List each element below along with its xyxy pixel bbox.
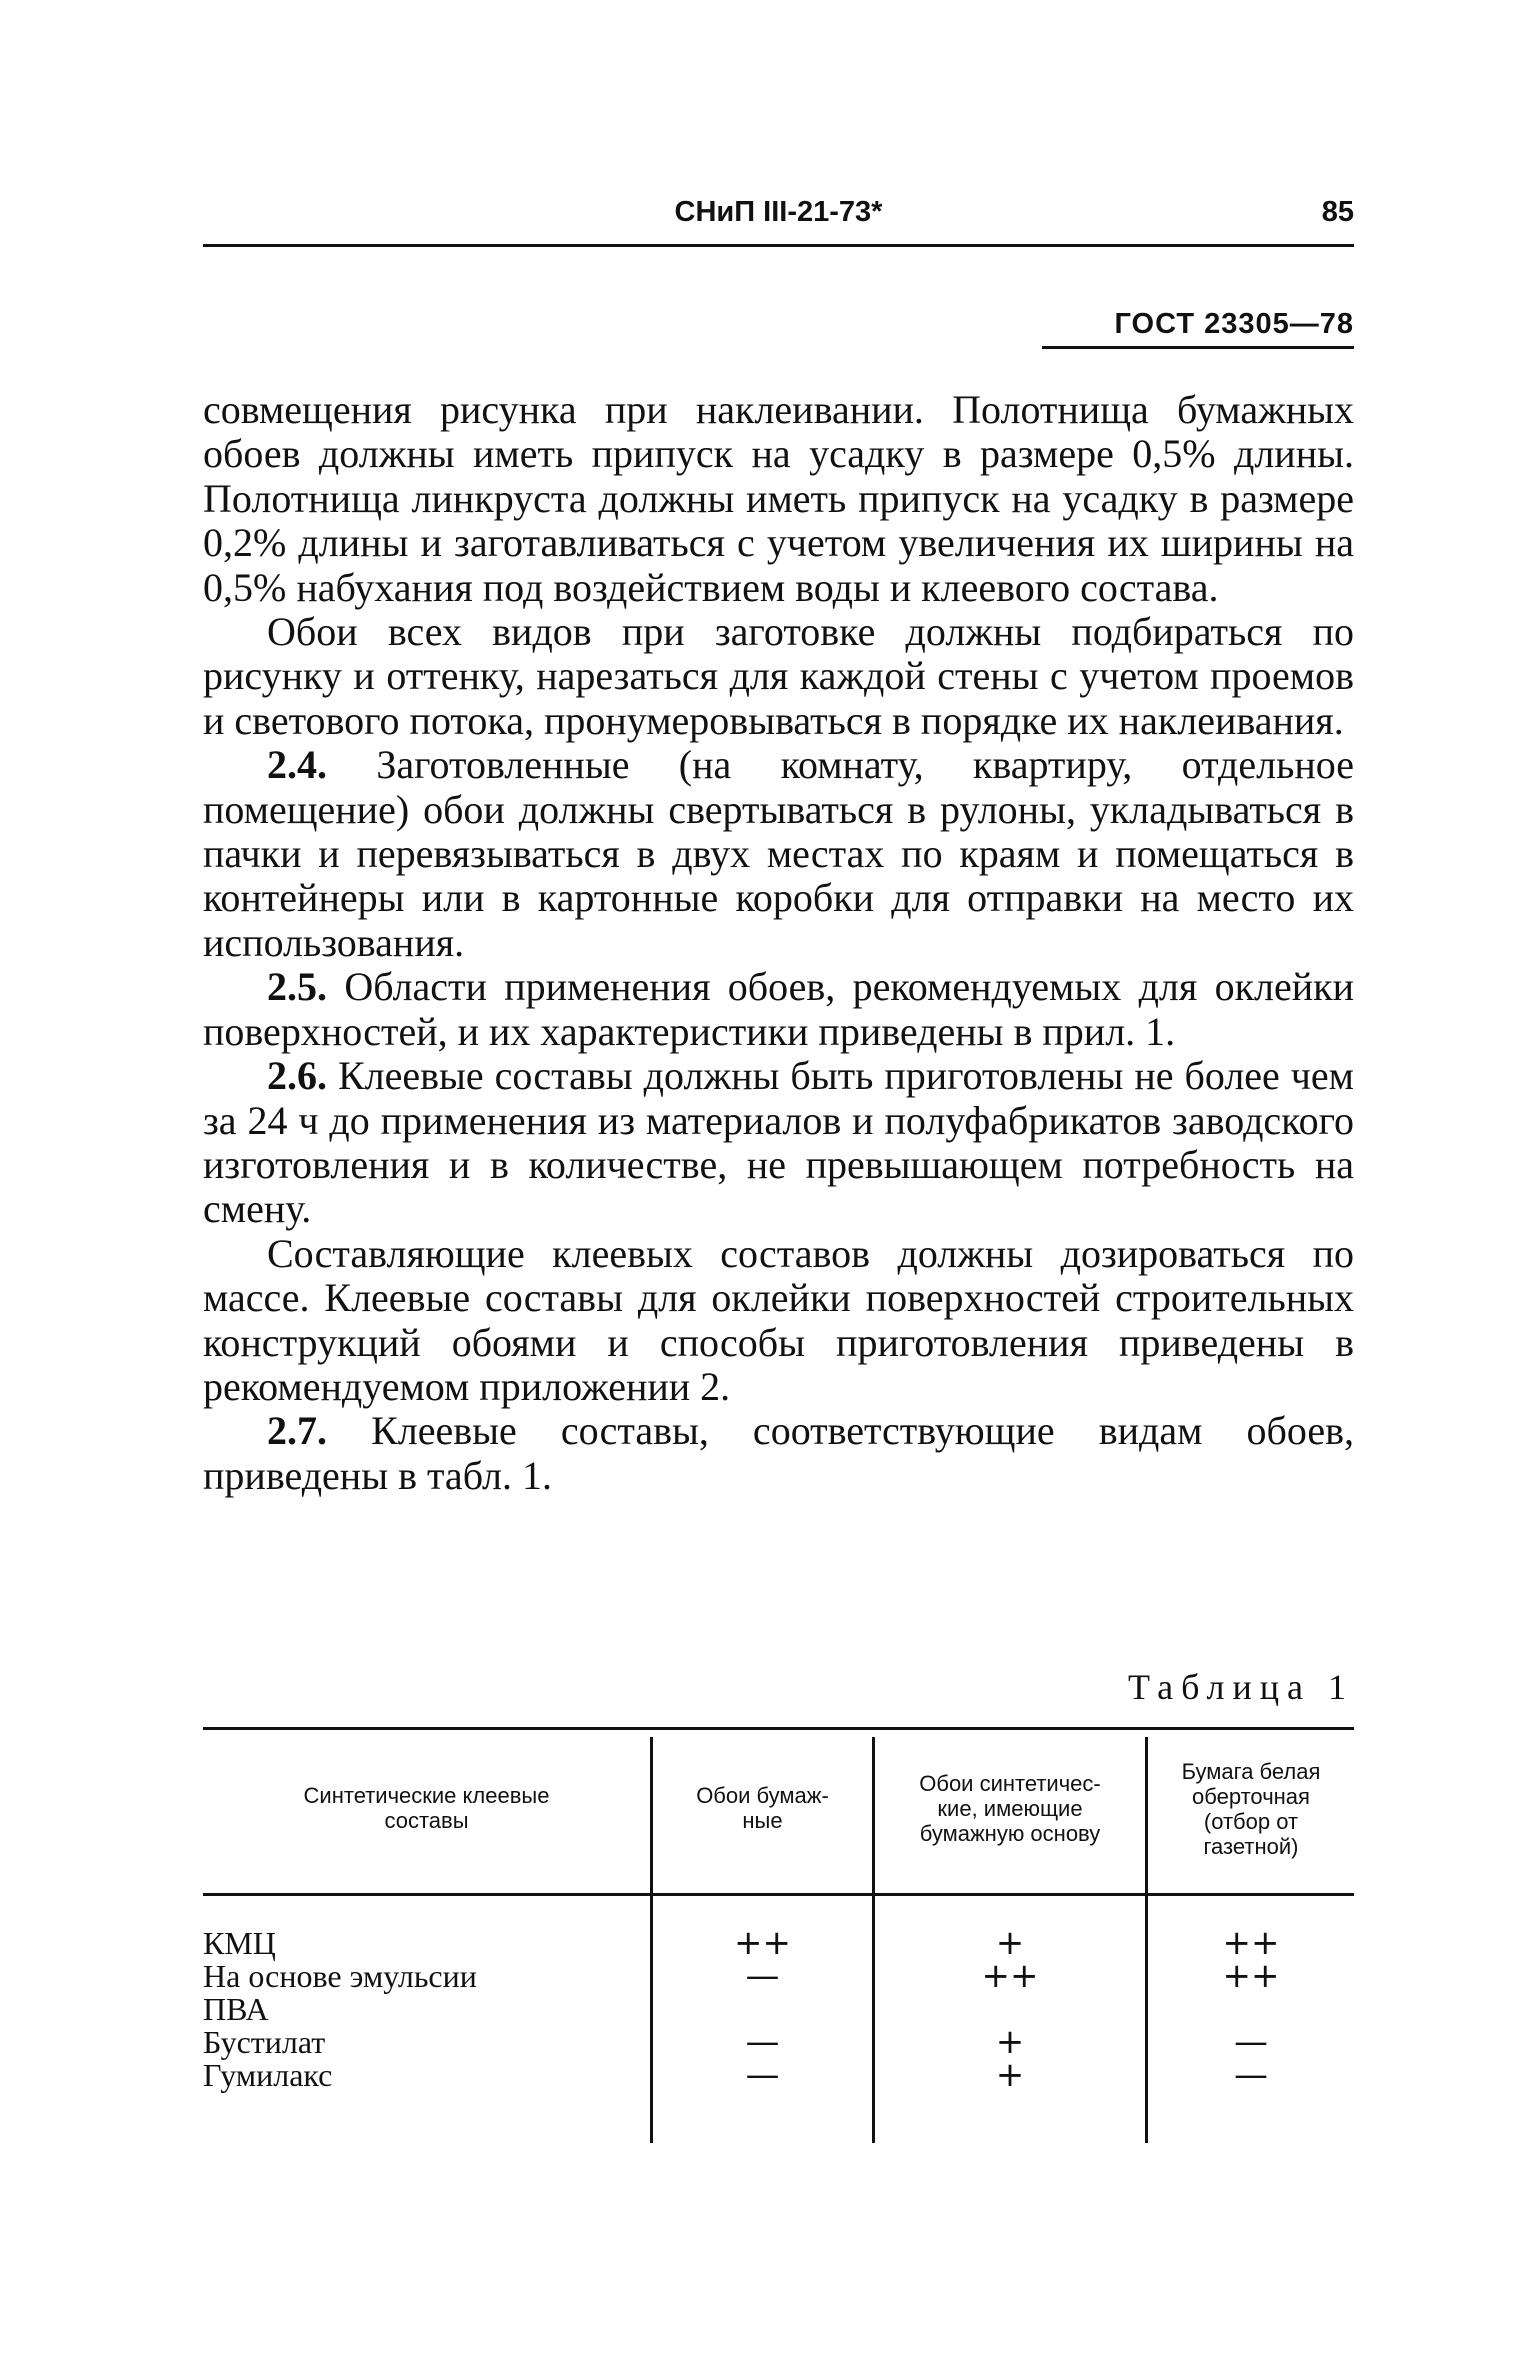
- table-cell: ++: [1222, 1923, 1280, 1963]
- table-cell: ++: [1222, 1956, 1280, 1996]
- clause-number: 2.6.: [267, 1053, 327, 1099]
- header-cell-paper-wallpaper: [653, 1783, 872, 1833]
- table-cell: —: [1234, 2055, 1268, 2095]
- gost-underline: [1042, 346, 1354, 349]
- clause-number: 2.4.: [267, 742, 327, 788]
- paragraph-text: Области применения обоев, рекомендуемых для оклейки поверхностей, и их характеристики приведены в прил. 1.: [203, 964, 1354, 1054]
- row-label: Гумилакс: [203, 2057, 333, 2093]
- paragraph: [203, 388, 1354, 610]
- row-label: ПВА: [203, 1991, 269, 2027]
- clause-number: 2.7.: [267, 1408, 327, 1454]
- paragraph: [203, 610, 1354, 743]
- table-cell: —: [745, 2055, 780, 2095]
- table-caption: Таблица 1: [1128, 1667, 1354, 1707]
- table-cell: +: [995, 1923, 1025, 1963]
- header-cell-synthetic-wallpaper: [875, 1771, 1145, 1846]
- paragraph: [203, 1232, 1354, 1410]
- table-top-rule: [203, 1727, 1354, 1730]
- gost-code: ГОСТ 23305—78: [1114, 308, 1354, 340]
- header-line: Обои синтетичес-: [919, 1771, 1101, 1796]
- snip-code: СНиП III-21-73*: [674, 196, 883, 228]
- paragraph: [203, 1054, 1354, 1232]
- header-line: оберточная: [1192, 1784, 1310, 1809]
- clause-number: 2.5.: [267, 964, 327, 1010]
- header-cell-wrapping-paper: [1148, 1759, 1354, 1859]
- header-line: Обои бумаж-: [696, 1783, 829, 1808]
- paragraph-text: Составляющие клеевых составов должны дозироваться по массе. Клеевые составы для оклейки поверхностей строительных конструкций обоями и способы приготовления приведены в рекомендуемом приложении 2.: [203, 1230, 1354, 1409]
- row-label: На основе эмульсии: [203, 1958, 477, 1994]
- paragraph-text: Клеевые составы, соответствующие видам обоев, приведены в табл. 1.: [203, 1408, 1354, 1498]
- table-cell: —: [745, 1956, 780, 1996]
- table-cell: ++: [981, 1956, 1039, 1996]
- row-labels: [203, 1927, 643, 2092]
- header-cell-adhesive: [203, 1783, 650, 1833]
- table-cell: ++: [734, 1923, 791, 1963]
- header-line: составы: [384, 1808, 469, 1833]
- paragraph: [203, 743, 1354, 965]
- header-rule: [203, 244, 1354, 247]
- header-line: газетной): [1203, 1834, 1299, 1859]
- paragraph: [203, 1409, 1354, 1498]
- header-line: Бумага белая: [1181, 1759, 1321, 1784]
- header-line: (отбор от: [1203, 1809, 1299, 1834]
- table-cell: +: [995, 2022, 1025, 2062]
- row-label: Бустилат: [203, 2024, 326, 2060]
- paragraph-text: Клеевые составы должны быть приготовлены не более чем за 24 ч до применения из материалов и полуфабрикатов заводского изготовления и в количестве, не превышающем потребность на смену.: [203, 1053, 1354, 1232]
- row-label: КМЦ: [203, 1925, 276, 1961]
- paragraph-text: Обои всех видов при заготовке должны подбираться по рисунку и оттенку, нарезаться для каждой стены с учетом проемов и светового потока, пронумеровываться в порядке их наклеивания.: [203, 609, 1354, 743]
- paragraph: [203, 965, 1354, 1054]
- header-line: Синтетические клеевые: [303, 1783, 550, 1808]
- table-header-rule: [203, 1893, 1354, 1896]
- adhesive-table: [203, 1727, 1354, 2152]
- header-line: бумажную основу: [919, 1821, 1101, 1846]
- table-cell: +: [995, 2055, 1025, 2095]
- header-line: кие, имеющие: [937, 1796, 1083, 1821]
- paragraph-text: совмещения рисунка при наклеивании. Полотнища бумажных обоев должны иметь припуск на усадку в размере 0,5% длины. Полотнища линкруста должны иметь припуск на усадку в размере 0,2% длины и заготавливаться с учетом увеличения их ширины на 0,5% набухания под воздействием воды и клеевого состава.: [203, 387, 1354, 610]
- page-number: 85: [1321, 196, 1354, 228]
- body-text: [203, 388, 1354, 1498]
- table-cell: —: [1234, 2022, 1268, 2062]
- table-cell: —: [745, 2022, 780, 2062]
- header-line: ные: [742, 1808, 783, 1833]
- paragraph-text: Заготовленные (на комнату, квартиру, отдельное помещение) обои должны свертываться в рулоны, укладываться в пачки и перевязываться в двух местах по краям и помещаться в контейнеры или в картонные коробки для отправки на место их использования.: [203, 742, 1354, 965]
